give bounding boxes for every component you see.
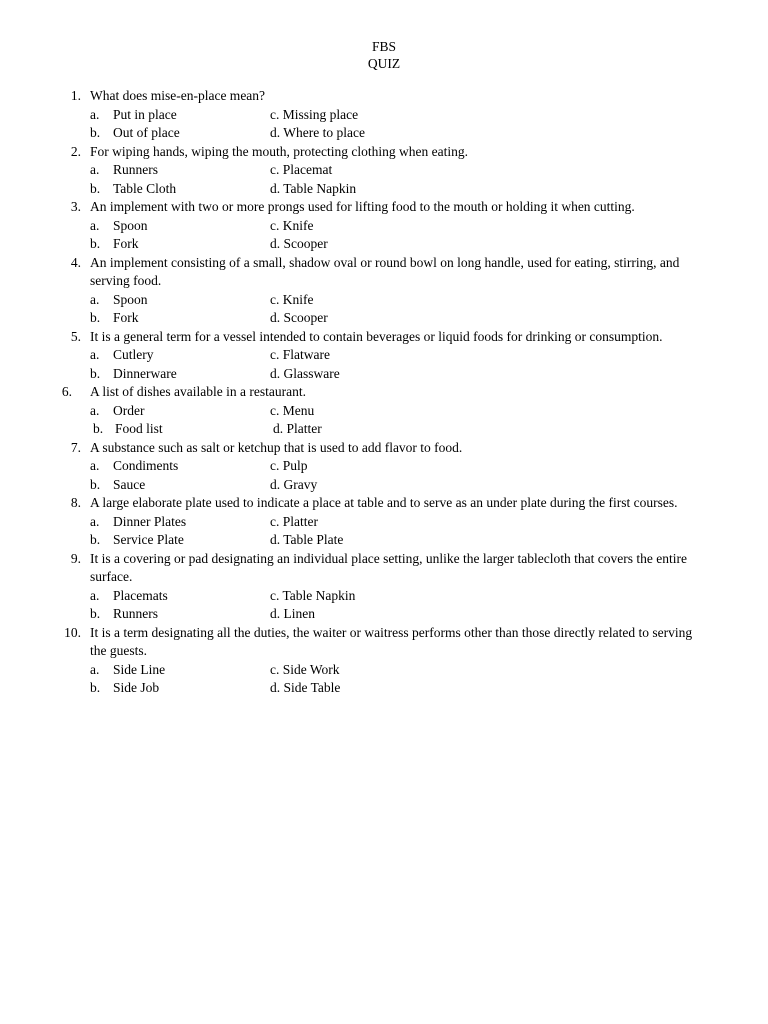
question-number: 5. — [70, 328, 81, 344]
question-item — [0, 439, 768, 495]
option-letter: a. — [90, 402, 100, 418]
option-row — [0, 161, 768, 180]
option-right-text: d. Gravy — [270, 476, 318, 492]
question-item — [0, 143, 768, 199]
option-left-text: Table Cloth — [113, 180, 177, 196]
question-item — [0, 198, 768, 254]
question-number: 10. — [64, 624, 81, 640]
option-letter: a. — [90, 587, 100, 603]
question-number: 8. — [70, 495, 81, 510]
option-left-text: Sauce — [113, 476, 146, 492]
option-letter: b. — [90, 180, 101, 196]
option-letter: b. — [90, 365, 101, 381]
option-letter: b. — [90, 532, 101, 547]
option-left-text: Dinnerware — [113, 365, 177, 381]
question-item — [0, 383, 768, 439]
option-left-text: Spoon — [113, 217, 148, 233]
option-letter: b. — [90, 236, 101, 251]
option-right-text: c. Knife — [270, 291, 314, 307]
option-row — [0, 124, 768, 143]
option-row — [0, 457, 768, 476]
option-right-text: c. Table Napkin — [270, 587, 356, 603]
option-row — [0, 605, 768, 624]
option-letter: b. — [90, 125, 101, 140]
option-letter: a. — [90, 347, 100, 362]
option-left-text: Side Line — [113, 661, 166, 677]
question-text: It is a covering or pad designating an individual place setting, unlike the larger tablecloth that covers the entire surface. — [90, 550, 687, 584]
option-row — [0, 661, 768, 680]
option-right-text: c. Menu — [270, 402, 315, 418]
option-row — [0, 531, 768, 550]
question-list — [0, 87, 768, 698]
option-right-text: d. Table Plate — [270, 532, 344, 547]
option-row — [0, 106, 768, 125]
question-text: What does mise-en-place mean? — [90, 88, 266, 103]
option-left-text: Runners — [113, 606, 158, 621]
question-number: 4. — [70, 254, 81, 270]
option-row — [0, 476, 768, 495]
question-text: It is a general term for a vessel intended to contain beverages or liquid foods for drinking or consumption. — [90, 328, 663, 344]
option-letter: a. — [90, 661, 100, 677]
option-right-text: c. Platter — [270, 513, 318, 529]
option-letter: b. — [90, 680, 101, 695]
page-title: FBS — [371, 39, 397, 54]
question-item — [0, 87, 768, 143]
option-left-text: Food list — [115, 421, 163, 436]
question-text: A substance such as salt or ketchup that is used to add flavor to food. — [90, 439, 463, 455]
option-letter: b. — [90, 310, 101, 325]
option-letter: b. — [90, 606, 101, 621]
question-number: 2. — [70, 143, 81, 159]
option-left-text: Cutlery — [113, 347, 154, 362]
option-row — [0, 402, 768, 421]
question-item — [0, 550, 768, 624]
option-left-text: Fork — [113, 236, 139, 251]
option-letter: b. — [90, 476, 101, 492]
option-right-text: c. Placemat — [270, 162, 333, 177]
question-number: 1. — [70, 88, 81, 103]
option-row — [0, 346, 768, 365]
option-row — [0, 420, 768, 439]
option-left-text: Spoon — [113, 291, 148, 307]
option-right-text: c. Flatware — [270, 347, 330, 362]
option-row — [0, 235, 768, 254]
option-letter: a. — [90, 162, 100, 177]
question-item — [0, 494, 768, 550]
option-letter: a. — [90, 291, 100, 307]
option-left-text: Runners — [113, 162, 158, 177]
option-left-text: Out of place — [113, 125, 180, 140]
option-left-text: Service Plate — [113, 532, 184, 547]
option-letter: a. — [90, 513, 100, 529]
question-text: An implement with two or more prongs used for lifting food to the mouth or holding it when cutting. — [90, 199, 635, 214]
option-row — [0, 291, 768, 310]
option-row — [0, 309, 768, 328]
question-text: A list of dishes available in a restaurant. — [90, 384, 306, 399]
question-number: 7. — [70, 439, 81, 455]
question-number: 9. — [70, 550, 81, 566]
question-text: For wiping hands, wiping the mouth, protecting clothing when eating. — [90, 143, 468, 159]
option-right-text: d. Platter — [273, 421, 322, 436]
option-right-text: c. Pulp — [270, 458, 308, 473]
question-item — [0, 254, 768, 328]
option-letter: a. — [90, 217, 100, 233]
option-right-text: d. Side Table — [270, 680, 341, 695]
option-letter: b. — [93, 421, 104, 436]
question-number: 3. — [70, 199, 81, 214]
question-text: It is a term designating all the duties, the waiter or waitress performs other than those directly related to serving the guests. — [90, 624, 693, 658]
option-left-text: Side Job — [113, 680, 160, 695]
question-text: An implement consisting of a small, shadow oval or round bowl on long handle, used for eating, stirring, and serving food. — [90, 254, 680, 288]
option-left-text: Fork — [113, 310, 139, 325]
question-number: 6. — [61, 384, 72, 399]
option-row — [0, 587, 768, 606]
question-text: A large elaborate plate used to indicate a place at table and to serve as an under plate during the first courses. — [90, 495, 678, 510]
option-letter: a. — [90, 106, 100, 122]
option-left-text: Placemats — [113, 587, 168, 603]
option-right-text: d. Table Napkin — [270, 180, 357, 196]
option-row — [0, 513, 768, 532]
option-right-text: d. Linen — [270, 606, 315, 621]
option-right-text: d. Scooper — [270, 310, 328, 325]
option-right-text: c. Side Work — [270, 661, 340, 677]
option-left-text: Order — [113, 402, 145, 418]
option-right-text: d. Glassware — [270, 365, 340, 381]
question-item — [0, 328, 768, 384]
option-row — [0, 365, 768, 384]
option-left-text: Dinner Plates — [113, 513, 187, 529]
page-subtitle: QUIZ — [367, 56, 401, 71]
option-row — [0, 180, 768, 199]
option-letter: a. — [90, 458, 100, 473]
question-item — [0, 624, 768, 698]
option-row — [0, 217, 768, 236]
quiz-page — [0, 38, 768, 698]
option-left-text: Condiments — [113, 458, 179, 473]
option-row — [0, 679, 768, 698]
option-right-text: c. Knife — [270, 217, 314, 233]
option-right-text: d. Scooper — [270, 236, 328, 251]
option-right-text: c. Missing place — [270, 106, 359, 122]
option-left-text: Put in place — [113, 106, 177, 122]
option-right-text: d. Where to place — [270, 125, 365, 140]
